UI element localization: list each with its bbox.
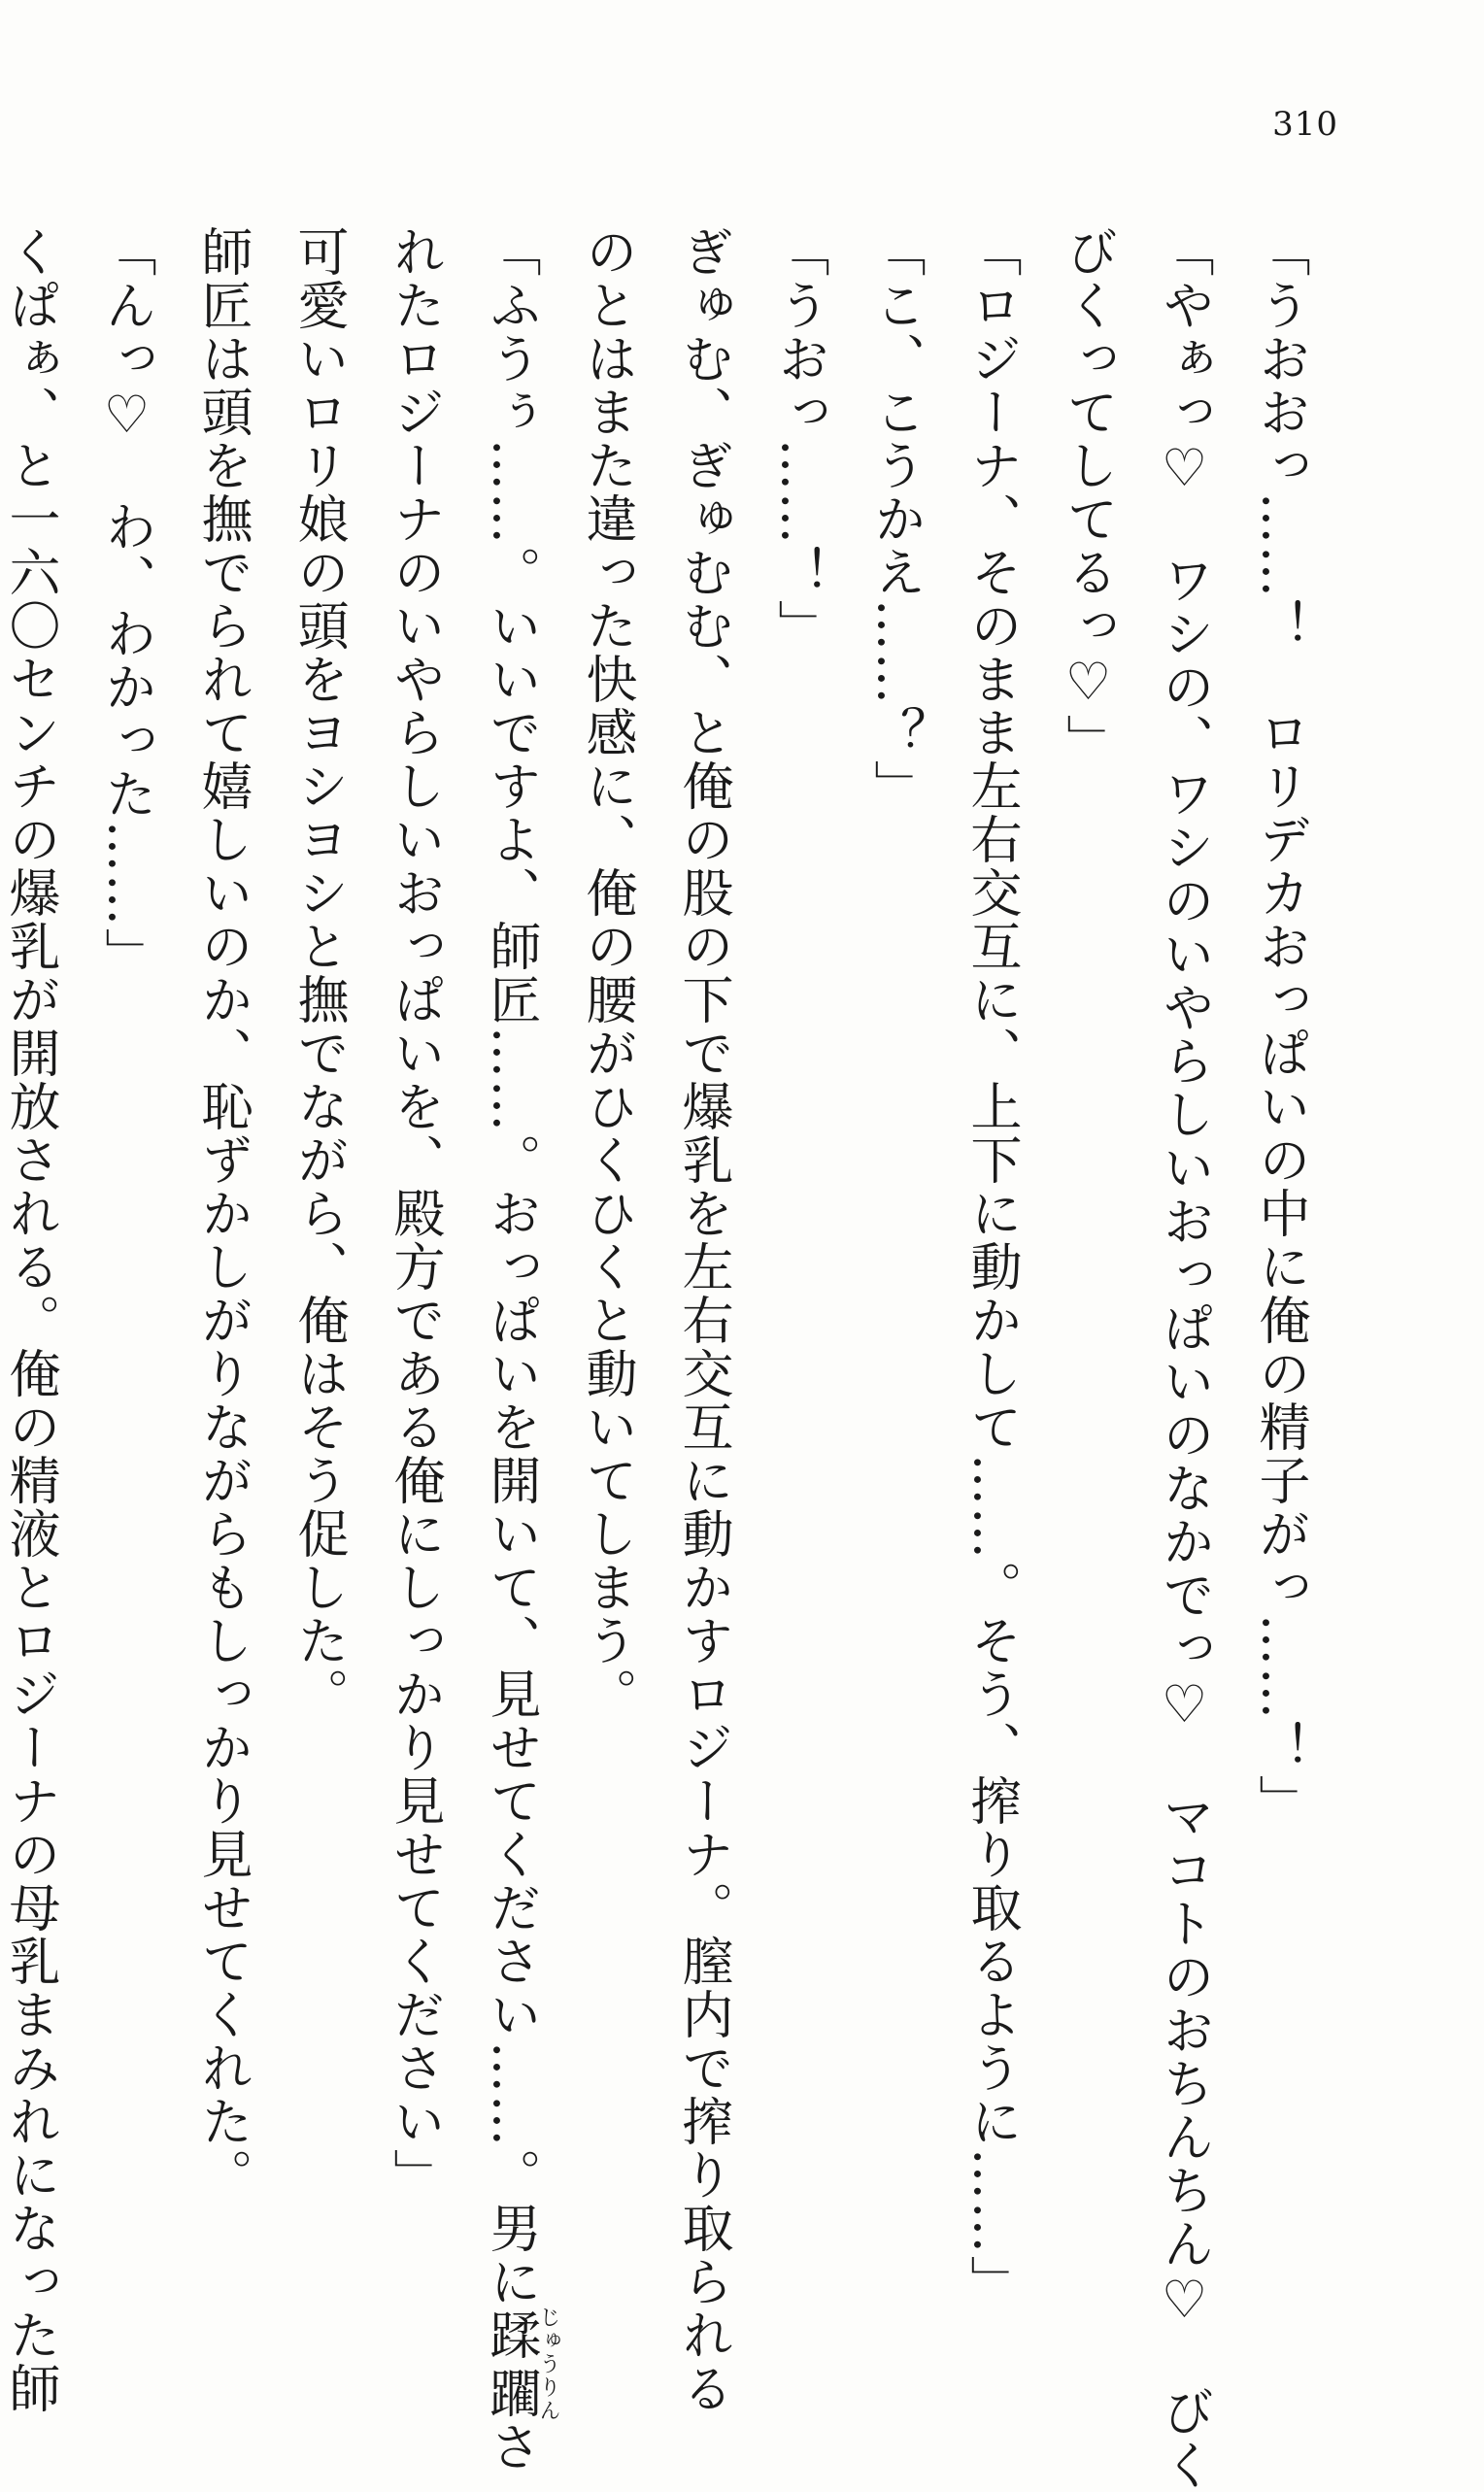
text-line: くぱぁ、と一六〇センチの爆乳が開放される。俺の精液とロジーナの母乳まみれになった師 — [1, 225, 60, 2415]
text-line-with-ruby — [463, 225, 560, 2474]
text-line: びくってしてるっ♡」 — [1059, 225, 1118, 767]
text-line: 「うおっ……！」 — [770, 225, 829, 653]
text-line: 「うおおっ……！ ロリデカおっぱいの中に俺の精子がっ……！」 — [1251, 225, 1310, 1828]
ruby-word — [482, 2306, 560, 2423]
text-line: 「ロジーナ、そのまま左右交互に、上下に動かして……。そう、搾り取るように……」 — [962, 225, 1022, 2308]
text-line: 「こ、こうかえ……？」 — [866, 225, 926, 813]
text-line: のとはまた違った快感に、俺の腰がひくひくと動いてしまう。 — [578, 225, 637, 1721]
text-line: 「んっ♡ わ、わかった……」 — [97, 225, 156, 981]
text-line: 「やぁっ♡ ワシの、ワシのいやらしいおっぱいのなかでっ♡ マコトのおちんちん♡ びく — [1155, 225, 1214, 2492]
ruby-reading: じゅうりん — [536, 2306, 560, 2423]
text-line: 「ふうぅ……。いいですよ、師匠……。おっぱいを開いて、見せてください……。男に — [482, 225, 541, 2308]
page-number: 310 — [1272, 105, 1338, 144]
text-line: 可愛いロリ娘の頭をヨシヨシと撫でながら、俺はそう促した。 — [289, 225, 349, 1721]
text-line: れたロジーナのいやらしいおっぱいを、殿方である俺にしっかり見せてください」 — [386, 225, 445, 2202]
ruby-base: 蹂躙 — [482, 2306, 541, 2423]
ruby-suffix: さ — [482, 2420, 541, 2474]
text-line: ぎゅむ、ぎゅむむ、と俺の股の下で爆乳を左右交互に動かすロジーナ。膣内で搾り取られる — [674, 225, 733, 2415]
body-text — [1, 225, 1329, 2492]
text-line: 師匠は頭を撫でられて嬉しいのか、恥ずかしがりながらもしっかり見せてくれた。 — [193, 225, 253, 2202]
